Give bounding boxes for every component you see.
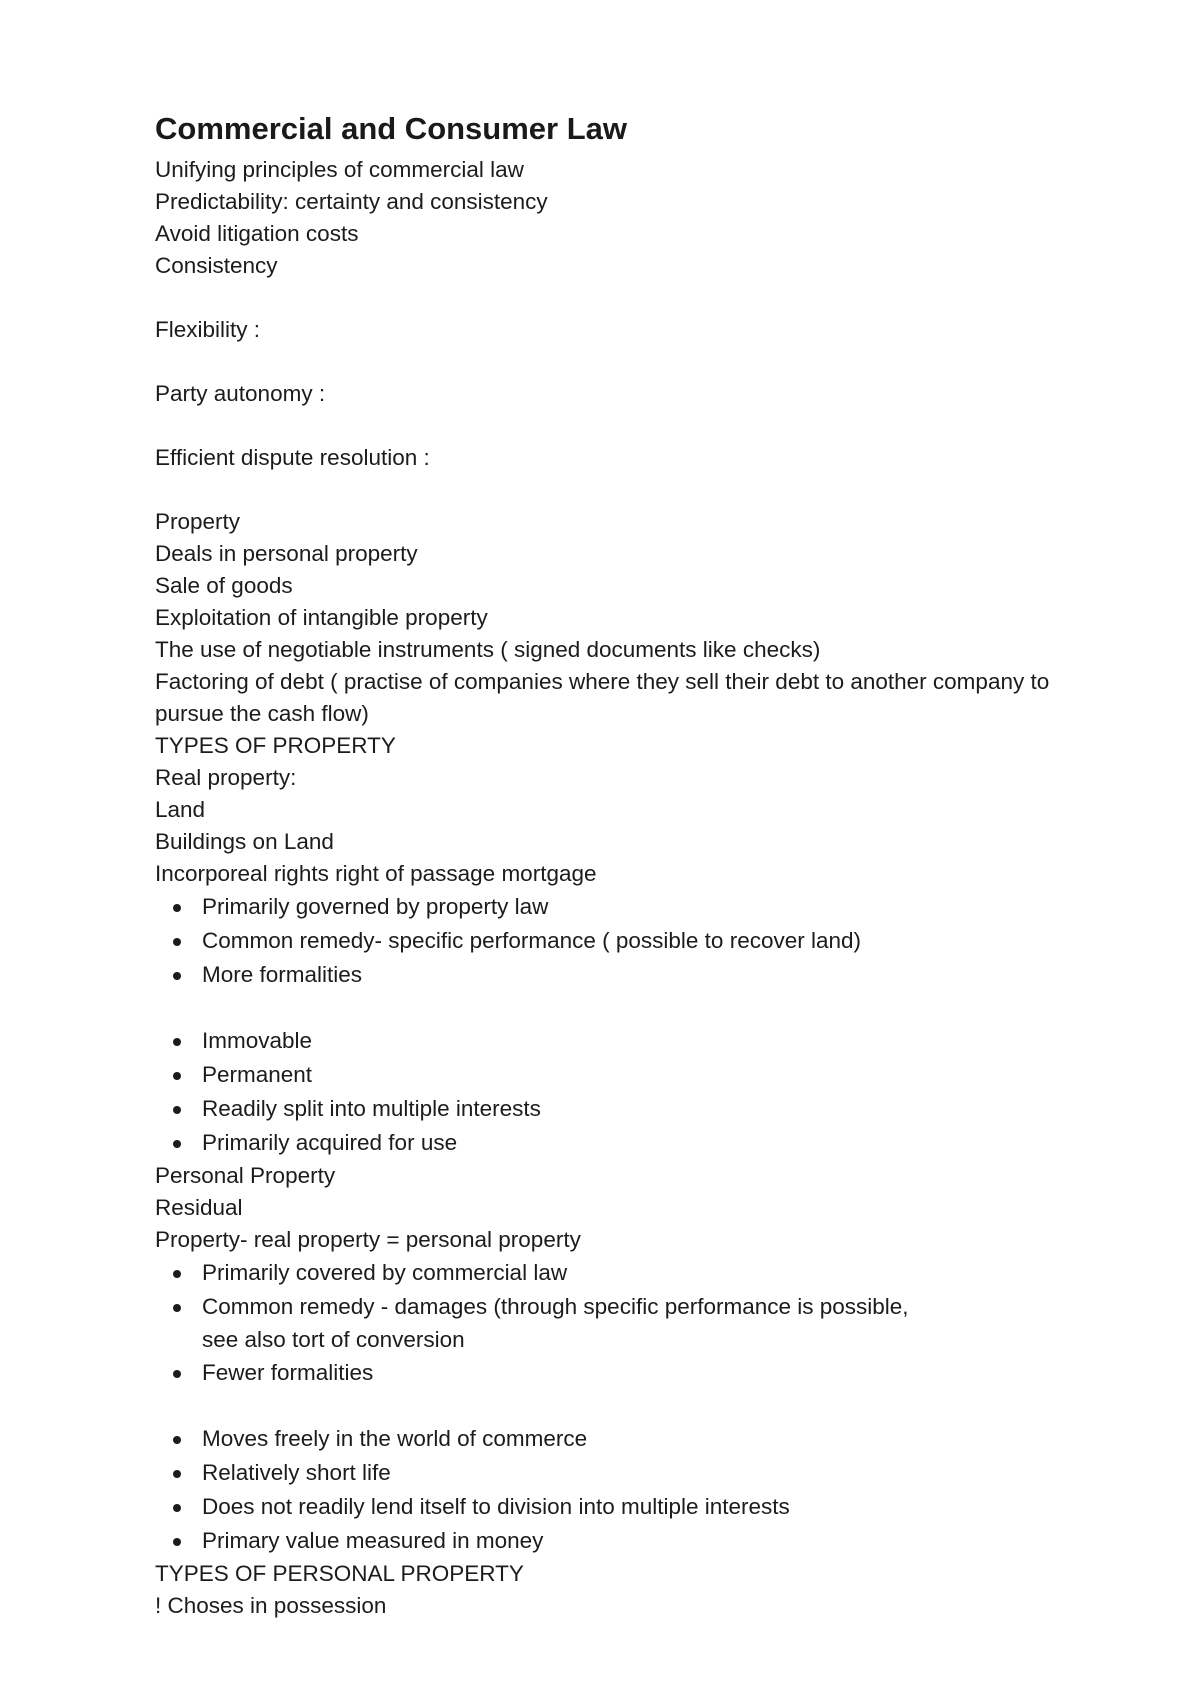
bullet-icon xyxy=(173,972,181,980)
list-item xyxy=(202,1524,1055,1558)
list-item-text: Moves freely in the world of commerce xyxy=(202,1426,588,1451)
list-item-text: Relatively short life xyxy=(202,1460,391,1485)
list-item-text: Does not readily lend itself to division into multiple interests xyxy=(202,1494,790,1519)
list-item-text: More formalities xyxy=(202,962,363,987)
list-item xyxy=(202,1058,1055,1092)
list-item-text: Primarily governed by property law xyxy=(202,894,549,919)
list-item-text: Fewer formalities xyxy=(202,1360,374,1385)
list-item xyxy=(202,1356,1055,1390)
text-line: Residual xyxy=(155,1195,243,1220)
list-item-text: Primarily covered by commercial law xyxy=(202,1260,568,1285)
list-item xyxy=(202,1422,1055,1456)
text-line: Unifying principles of commercial law xyxy=(155,157,524,182)
list-item xyxy=(202,924,1055,958)
list-item xyxy=(202,1490,1055,1524)
list-item xyxy=(202,890,1055,924)
efficient-dispute-heading: Efficient dispute resolution : xyxy=(155,445,430,470)
spacer xyxy=(155,1390,1055,1422)
list-item-text: Immovable xyxy=(202,1028,313,1053)
list-item-text: Primarily acquired for use xyxy=(202,1130,458,1155)
text-line: Factoring of debt ( practise of companies where they sell their debt to another company to pursue the cash flow) xyxy=(155,669,1056,726)
list-item xyxy=(202,1456,1055,1490)
text-line: Land xyxy=(155,797,206,822)
list-item-text: Common remedy - damages (through specific performance is possible, see also tort of conversion xyxy=(202,1294,909,1352)
bullet-icon xyxy=(173,1504,181,1512)
text-line: Consistency xyxy=(155,253,278,278)
list-item xyxy=(202,1256,1055,1290)
list-item xyxy=(202,1092,1055,1126)
spacer xyxy=(155,410,1055,442)
text-line: The use of negotiable instruments ( signed documents like checks) xyxy=(155,637,821,662)
bullet-icon xyxy=(173,1072,181,1080)
bullet-icon xyxy=(173,1140,181,1148)
text-line: Sale of goods xyxy=(155,573,293,598)
bullet-icon xyxy=(173,904,181,912)
flexibility-heading: Flexibility : xyxy=(155,317,261,342)
party-autonomy-heading: Party autonomy : xyxy=(155,381,326,406)
list-item-text: Primary value measured in money xyxy=(202,1528,544,1553)
text-line: Property xyxy=(155,509,241,534)
list-item xyxy=(202,1024,1055,1058)
list-item-text: Permanent xyxy=(202,1062,313,1087)
bullet-icon xyxy=(173,1038,181,1046)
bullet-icon xyxy=(173,1304,181,1312)
real-property-list-1 xyxy=(155,890,1055,992)
list-item xyxy=(202,1290,922,1356)
personal-property-list-1 xyxy=(155,1256,1055,1390)
spacer xyxy=(155,474,1055,506)
text-line: Predictability: certainty and consistency xyxy=(155,189,548,214)
text-line: ! Choses in possession xyxy=(155,1593,387,1618)
list-item xyxy=(202,958,1055,992)
text-line: Real property: xyxy=(155,765,297,790)
types-of-personal-property-heading: TYPES OF PERSONAL PROPERTY xyxy=(155,1561,524,1586)
bullet-icon xyxy=(173,1106,181,1114)
text-line: Exploitation of intangible property xyxy=(155,605,488,630)
real-property-list-2 xyxy=(155,1024,1055,1160)
bullet-icon xyxy=(173,1370,181,1378)
personal-property-list-2 xyxy=(155,1422,1055,1558)
document-title: Commercial and Consumer Law xyxy=(155,111,628,146)
text-line: Incorporeal rights right of passage mortgage xyxy=(155,861,597,886)
personal-property-heading: Personal Property xyxy=(155,1163,336,1188)
bullet-icon xyxy=(173,1270,181,1278)
bullet-icon xyxy=(173,1470,181,1478)
list-item-text: Readily split into multiple interests xyxy=(202,1096,541,1121)
list-item xyxy=(202,1126,1055,1160)
text-line: Deals in personal property xyxy=(155,541,418,566)
types-of-property-heading: TYPES OF PROPERTY xyxy=(155,733,396,758)
spacer xyxy=(155,992,1055,1024)
bullet-icon xyxy=(173,1538,181,1546)
list-item-text: Common remedy- specific performance ( possible to recover land) xyxy=(202,928,862,953)
text-line: Buildings on Land xyxy=(155,829,334,854)
spacer xyxy=(155,346,1055,378)
spacer xyxy=(155,282,1055,314)
bullet-icon xyxy=(173,938,181,946)
text-line: Avoid litigation costs xyxy=(155,221,359,246)
text-line: Property- real property = personal property xyxy=(155,1227,581,1252)
bullet-icon xyxy=(173,1436,181,1444)
document-page xyxy=(155,108,1055,1622)
